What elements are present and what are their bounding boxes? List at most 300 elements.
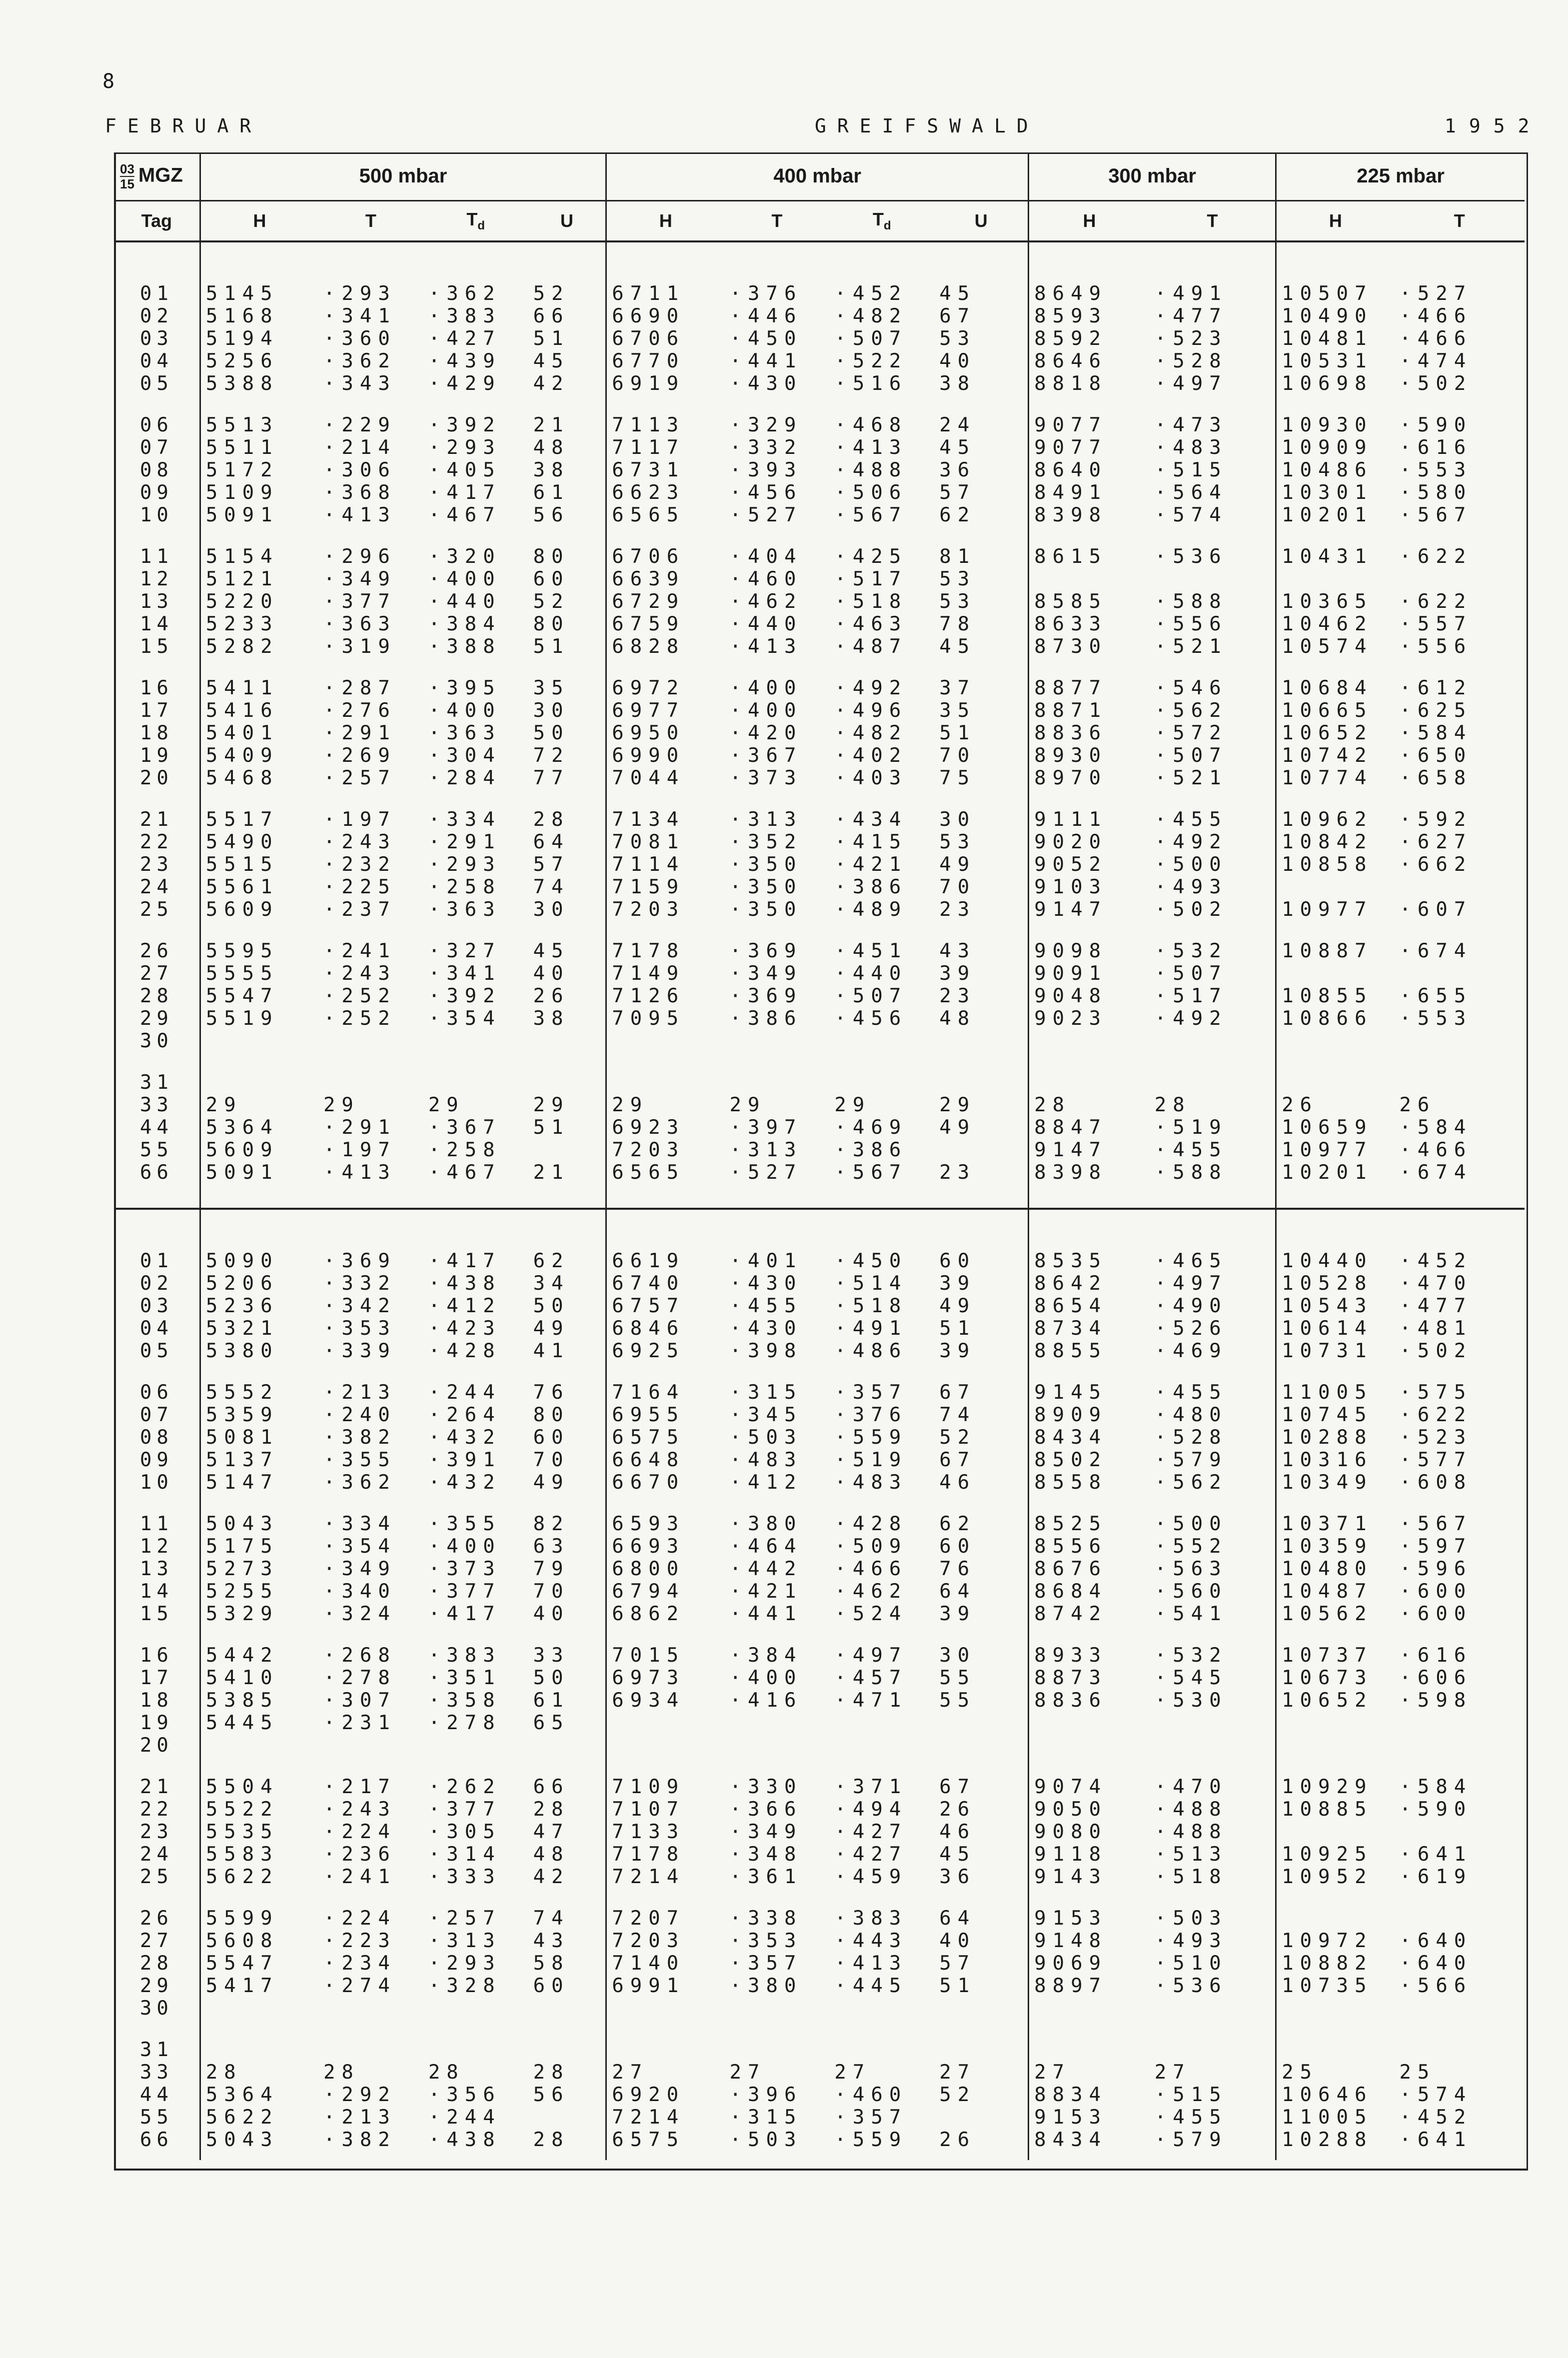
value-cell: 10742 [1282,744,1373,767]
value-cell: 10431 [1282,545,1373,568]
spacer-cell [934,1494,1028,1513]
spacer-cell [1276,658,1395,677]
spacer-cell [200,921,318,940]
value-cell: 5206 [205,1272,279,1295]
group-gap [114,395,1525,414]
value-cell: 80 [528,613,606,635]
spacer-cell [1150,1494,1276,1513]
value-cell [725,1997,830,2020]
value-cell: ·481 [1399,1317,1473,1340]
spacer-cell [606,658,725,677]
value-cell: ·494 [834,1798,908,1821]
value-cell: ·384 [428,613,501,635]
spacer-cell [606,1494,725,1513]
value-cell: 5547 [205,985,279,1007]
value-cell: 53 [934,831,1028,853]
spacer-cell [829,1184,934,1209]
value-cell: 75 [934,767,1028,789]
spacer-cell [829,658,934,677]
spacer-cell [1029,1625,1150,1644]
value-cell: 5535 [205,1821,279,1843]
value-cell: 8642 [1034,1272,1108,1295]
value-cell: ·430 [729,1272,803,1295]
spacer-cell [934,1888,1028,1907]
value-cell: ·400 [428,568,501,590]
value-cell: 35 [934,699,1028,722]
value-cell: 70 [934,876,1028,898]
value-cell: 5220 [205,590,279,613]
table-row [114,1603,1525,1625]
value-cell: 10652 [1282,1689,1373,1712]
value-cell: ·269 [323,744,396,767]
value-cell: 8646 [1034,350,1108,372]
spacer-cell [829,1052,934,1071]
spacer-cell [528,1184,606,1209]
value-cell: ·363 [428,898,501,921]
spacer-cell [423,2020,528,2039]
value-cell [829,1030,934,1052]
value-cell: 6731 [612,459,685,481]
value-cell: 5090 [205,1250,279,1272]
value-cell: 64 [934,1907,1028,1930]
spacer-cell [114,395,200,414]
table-row [114,1007,1525,1030]
day-cell: 20 [114,767,200,789]
value-cell: ·496 [834,699,908,722]
spacer-cell [1029,395,1150,414]
spacer-cell [1394,2151,1525,2160]
spacer-cell [1394,1362,1525,1381]
value-cell: 8834 [1034,2084,1108,2106]
value-cell [1029,2039,1150,2061]
spacer-cell [423,921,528,940]
value-cell: ·445 [834,1975,908,1997]
value-cell: ·519 [1150,1116,1276,1139]
value-cell: ·619 [1399,1866,1473,1888]
table-row [114,1712,1525,1734]
value-cell: 46 [934,1821,1028,1843]
value-cell: 5380 [205,1340,279,1362]
value-cell: 57 [934,1952,1028,1975]
value-cell: ·345 [729,1404,803,1426]
value-cell: 76 [934,1558,1028,1580]
value-cell: ·483 [1150,436,1276,459]
day-cell: 13 [114,1558,200,1580]
value-cell: 57 [528,853,606,876]
value-cell: ·622 [1399,545,1473,568]
table-row [114,1689,1525,1712]
table-row [114,808,1525,831]
value-cell: ·627 [1399,831,1473,853]
day-cell: 18 [114,722,200,744]
value-cell: 8649 [1034,282,1108,305]
spacer-cell [725,526,830,545]
value-cell: ·334 [428,808,501,831]
group-gap [114,2020,1525,2039]
value-cell: 5595 [205,940,279,962]
value-cell: ·557 [1399,613,1473,635]
spacer-cell [1029,1184,1150,1209]
value-cell: 10462 [1282,613,1373,635]
value-cell: 10858 [1282,853,1373,876]
day-cell: 21 [114,1776,200,1798]
spacer-cell [1276,1494,1395,1513]
value-cell: ·376 [729,282,803,305]
day-cell: 30 [114,1997,200,2020]
value-cell: ·398 [729,1340,803,1362]
value-cell: ·291 [323,722,396,744]
value-cell: 7140 [612,1952,685,1975]
value-cell: ·314 [428,1843,501,1866]
spacer-cell [1150,2151,1276,2160]
value-cell: ·252 [323,1007,396,1030]
value-cell: 9145 [1034,1381,1108,1404]
value-cell: ·217 [323,1776,396,1798]
col-t-400: T [725,201,830,242]
value-cell: 67 [934,305,1028,327]
value-cell: ·428 [834,1513,908,1535]
value-cell: ·567 [1399,1513,1473,1535]
spacer-cell [1029,1494,1150,1513]
value-cell: 26 [934,2129,1028,2151]
value-cell: 10481 [1282,327,1373,350]
value-cell: 40 [934,1930,1028,1952]
value-cell: ·545 [1150,1667,1276,1689]
value-cell: 8734 [1034,1317,1108,1340]
value-cell: ·388 [428,635,501,658]
value-cell: ·306 [323,459,396,481]
value-cell [1150,1734,1276,1757]
value-cell [934,1071,1028,1094]
value-cell: ·386 [834,876,908,898]
group-gap [114,921,1525,940]
value-cell: ·392 [428,985,501,1007]
value-cell: ·380 [729,1513,803,1535]
value-cell: ·528 [1150,350,1276,372]
value-cell: ·367 [428,1116,501,1139]
spacer-cell [1150,1362,1276,1381]
spacer-cell [725,2020,830,2039]
value-cell: 7203 [612,1930,685,1952]
value-cell: 48 [528,436,606,459]
value-cell: ·360 [323,327,396,350]
value-cell: ·291 [323,1116,396,1139]
value-cell: ·417 [428,1603,501,1625]
value-cell: ·502 [1399,372,1473,395]
value-cell: 8502 [1034,1449,1108,1471]
spacer-cell [1276,789,1395,808]
value-cell: ·579 [1150,2129,1276,2151]
value-cell: ·456 [729,481,803,504]
group-gap [114,789,1525,808]
day-cell: 12 [114,568,200,590]
value-cell: ·402 [834,744,908,767]
spacer-cell [528,2020,606,2039]
value-cell: ·429 [428,372,501,395]
spacer-cell [606,526,725,545]
value-cell: 10316 [1282,1449,1373,1471]
value-cell: 27 [1034,2061,1071,2084]
day-cell: 27 [114,962,200,985]
value-cell: ·356 [428,2084,501,2106]
value-cell: 10887 [1282,940,1373,962]
mgz-bottom: 15 [120,176,134,191]
value-cell: ·423 [428,1317,501,1340]
col-h-400: H [606,201,725,242]
value-cell: 7207 [612,1907,685,1930]
spacer-cell [829,1209,934,1250]
value-cell: ·450 [834,1250,908,1272]
value-cell: 42 [528,1866,606,1888]
spacer-cell [200,1184,318,1209]
value-cell: ·674 [1399,940,1473,962]
value-cell: 74 [528,1907,606,1930]
spacer-cell [1150,2020,1276,2039]
value-cell: ·349 [729,1821,803,1843]
value-cell: 10659 [1282,1116,1373,1139]
spacer-cell [1150,1888,1276,1907]
value-cell: ·451 [834,940,908,962]
value-cell: ·523 [1399,1426,1473,1449]
value-cell: 6955 [612,1404,685,1426]
value-cell [725,1030,830,1052]
spacer-cell [114,2020,200,2039]
value-cell: ·588 [1150,1161,1276,1184]
spacer-cell [114,789,200,808]
value-cell: 70 [528,1580,606,1603]
value-cell [829,1734,934,1757]
value-cell: ·354 [323,1535,396,1558]
page-number: 8 [102,70,115,93]
value-cell: ·640 [1399,1952,1473,1975]
spacer-cell [725,1757,830,1776]
value-cell: ·307 [323,1689,396,1712]
value-cell [934,2039,1028,2061]
value-cell: ·304 [428,744,501,767]
spacer-cell [423,1494,528,1513]
spacer-cell [1029,1888,1150,1907]
value-cell: 8558 [1034,1471,1108,1494]
spacer-cell [528,1888,606,1907]
spacer-cell [934,921,1028,940]
value-cell: ·349 [729,962,803,985]
value-cell [318,1030,423,1052]
value-cell: 74 [528,876,606,898]
value-cell: 5622 [205,1866,279,1888]
value-cell: ·487 [834,635,908,658]
spacer-cell [528,1494,606,1513]
value-cell: 5233 [205,613,279,635]
value-cell: ·497 [1150,1272,1276,1295]
value-cell: ·367 [729,744,803,767]
spacer-cell [114,1757,200,1776]
value-cell [1150,2039,1276,2061]
value-cell [528,2039,606,2061]
value-cell: ·366 [729,1798,803,1821]
value-cell: ·483 [729,1449,803,1471]
value-cell: ·197 [323,1139,396,1161]
spacer-cell [606,789,725,808]
value-cell: ·580 [1399,481,1473,504]
value-cell [934,1712,1028,1734]
spacer-cell [1276,395,1395,414]
value-cell: 9069 [1034,1952,1108,1975]
value-cell: 70 [934,744,1028,767]
value-cell [829,1997,934,2020]
day-cell: 24 [114,1843,200,1866]
day-cell: 33 [114,1094,200,1116]
spacer-cell [606,1362,725,1381]
value-cell: 10201 [1282,504,1373,526]
value-cell: 5622 [205,2106,279,2129]
value-cell: ·470 [1399,1272,1473,1295]
value-cell: ·420 [729,722,803,744]
spacer-cell [829,526,934,545]
value-cell: ·600 [1399,1580,1473,1603]
value-cell: 43 [934,940,1028,962]
value-cell: ·474 [1399,350,1473,372]
value-cell: ·450 [729,327,803,350]
value-cell: ·413 [834,1952,908,1975]
value-cell: ·470 [1150,1776,1276,1798]
value-cell: ·536 [1150,545,1276,568]
value-cell: 39 [934,1272,1028,1295]
value-cell [200,1071,318,1094]
value-cell: ·382 [323,1426,396,1449]
value-cell: ·493 [1150,1930,1276,1952]
value-cell: ·355 [323,1449,396,1471]
spacer-cell [114,1888,200,1907]
value-cell: 6934 [612,1689,685,1712]
value-cell [528,1071,606,1094]
value-cell [606,1734,725,1757]
value-cell: ·440 [834,962,908,985]
value-cell: ·243 [323,831,396,853]
value-cell [528,1139,606,1161]
value-cell: ·339 [323,1340,396,1362]
spacer-cell [725,241,830,282]
value-cell: 43 [528,1930,606,1952]
value-cell: 66 [528,1776,606,1798]
table-row [114,1340,1525,1362]
value-cell: ·236 [323,1843,396,1866]
value-cell: ·427 [834,1843,908,1866]
value-cell: 10977 [1282,1139,1373,1161]
tag-header: Tag [114,201,200,242]
value-cell: 8933 [1034,1644,1108,1667]
spacer-cell [528,395,606,414]
day-cell: 44 [114,1116,200,1139]
value-cell: 5504 [205,1776,279,1798]
value-cell: ·579 [1150,1449,1276,1471]
value-cell [1394,1907,1525,1930]
col-t-500: T [318,201,423,242]
spacer-cell [1394,1184,1525,1209]
spacer-cell [606,2151,725,2160]
table-row [114,1471,1525,1494]
value-cell: 6973 [612,1667,685,1689]
value-cell: 27 [1150,2061,1276,2084]
value-cell: ·353 [323,1317,396,1340]
value-cell: ·467 [428,1161,501,1184]
value-cell: 10480 [1282,1558,1373,1580]
value-cell: 52 [528,590,606,613]
value-cell: ·357 [729,1952,803,1975]
value-cell: ·466 [834,1558,908,1580]
spacer-cell [1276,1888,1395,1907]
value-cell [1394,876,1525,898]
value-cell: ·252 [323,985,396,1007]
value-cell: 28 [428,2061,465,2084]
value-cell: ·556 [1399,635,1473,658]
day-cell: 15 [114,635,200,658]
spacer-cell [606,2020,725,2039]
value-cell: 41 [528,1340,606,1362]
value-cell: 64 [528,831,606,853]
day-cell: 02 [114,1272,200,1295]
value-cell: 29 [612,1094,649,1116]
value-cell: ·516 [834,372,908,395]
value-cell: 26 [1399,1094,1436,1116]
day-cell: 29 [114,1975,200,1997]
value-cell: ·616 [1399,1644,1473,1667]
value-cell: 9052 [1034,853,1108,876]
value-cell: 7081 [612,831,685,853]
value-cell: 40 [528,962,606,985]
level-500-header: 500 mbar [200,152,606,201]
value-cell: ·241 [323,1866,396,1888]
table-row [114,985,1525,1007]
value-cell [1394,1821,1525,1843]
station-title: GREIFSWALD [815,115,1039,137]
value-cell: 5409 [205,744,279,767]
level-300-header: 300 mbar [1029,152,1276,201]
value-cell: 29 [323,1094,360,1116]
value-cell: ·329 [729,414,803,436]
value-cell: ·662 [1399,853,1473,876]
spacer-cell [114,1625,200,1644]
value-cell: ·584 [1399,1776,1473,1798]
day-cell: 10 [114,504,200,526]
value-cell [1150,568,1276,590]
value-cell: ·480 [1150,1404,1276,1426]
value-cell [528,1030,606,1052]
value-cell: 8434 [1034,1426,1108,1449]
value-cell: 37 [934,677,1028,699]
day-cell: 27 [114,1930,200,1952]
value-cell: 6619 [612,1250,685,1272]
value-cell: 10614 [1282,1317,1373,1340]
day-cell: 14 [114,613,200,635]
value-cell: ·293 [428,1952,501,1975]
value-cell: 9153 [1034,2106,1108,2129]
value-cell: ·491 [834,1317,908,1340]
value-cell: 8730 [1034,635,1108,658]
value-cell: ·442 [729,1558,803,1580]
value-cell: 5511 [205,436,279,459]
value-cell: 49 [934,853,1028,876]
value-cell: ·462 [834,1580,908,1603]
value-cell: 5547 [205,1952,279,1975]
td-subscript: d [883,219,891,233]
value-cell: ·244 [428,1381,501,1404]
spacer-cell [1276,2151,1395,2160]
value-cell: 9091 [1034,962,1108,985]
value-cell: 51 [528,327,606,350]
value-cell [200,1734,318,1757]
value-cell: 8742 [1034,1603,1108,1625]
value-cell: 30 [934,1644,1028,1667]
